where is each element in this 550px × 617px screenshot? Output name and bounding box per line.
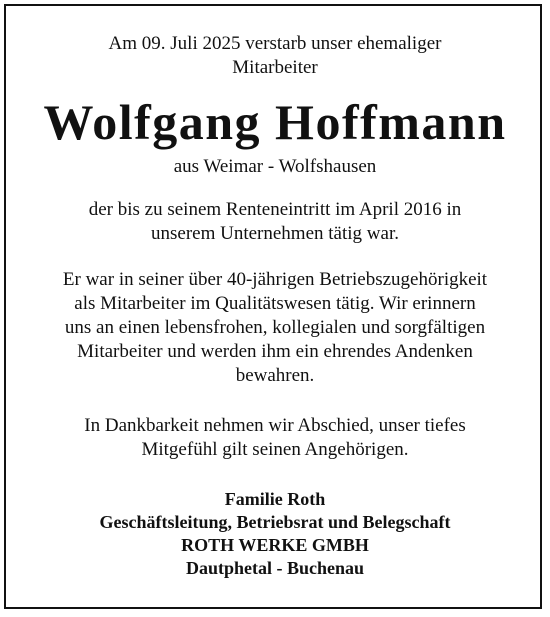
employment-paragraph — [0, 198, 550, 246]
intro-line: Am 09. Juli 2025 verstarb unser ehemaliger — [108, 33, 442, 54]
tribute-paragraph — [0, 268, 550, 388]
paragraph-line: als Mitarbeiter im Qualitätswesen tätig. Wir erinnern — [74, 293, 476, 314]
paragraph-line: uns an einen lebensfrohen, kollegialen und sorgfältigen — [64, 317, 486, 338]
paragraph-line: Er war in seiner über 40-jährigen Betriebszugehörigkeit — [62, 269, 488, 290]
signature-block — [0, 488, 550, 580]
signature-staff: Geschäftsleitung, Betriebsrat und Belegschaft — [99, 512, 451, 532]
intro-line: Mitarbeiter — [232, 57, 318, 78]
paragraph-line: Mitarbeiter und werden ihm ein ehrendes Andenken — [77, 341, 473, 362]
signature-family: Familie Roth — [224, 489, 326, 509]
deceased-name: Wolfgang Hoffmann — [43, 94, 507, 150]
paragraph-line: unserem Unternehmen tätig war. — [151, 223, 399, 244]
paragraph-line: In Dankbarkeit nehmen wir Abschied, unser tiefes — [84, 415, 466, 436]
farewell-paragraph — [0, 414, 550, 462]
paragraph-line: Mitgefühl gilt seinen Angehörigen. — [141, 439, 409, 460]
signature-company: ROTH WERKE GMBH — [181, 535, 369, 555]
signature-location: Dautphetal - Buchenau — [185, 558, 365, 578]
paragraph-line: der bis zu seinem Renteneintritt im April 2016 in — [88, 199, 462, 220]
origin-text: aus Weimar - Wolfshausen — [173, 156, 377, 177]
paragraph-line: bewahren. — [235, 365, 315, 386]
intro-text — [0, 32, 550, 80]
